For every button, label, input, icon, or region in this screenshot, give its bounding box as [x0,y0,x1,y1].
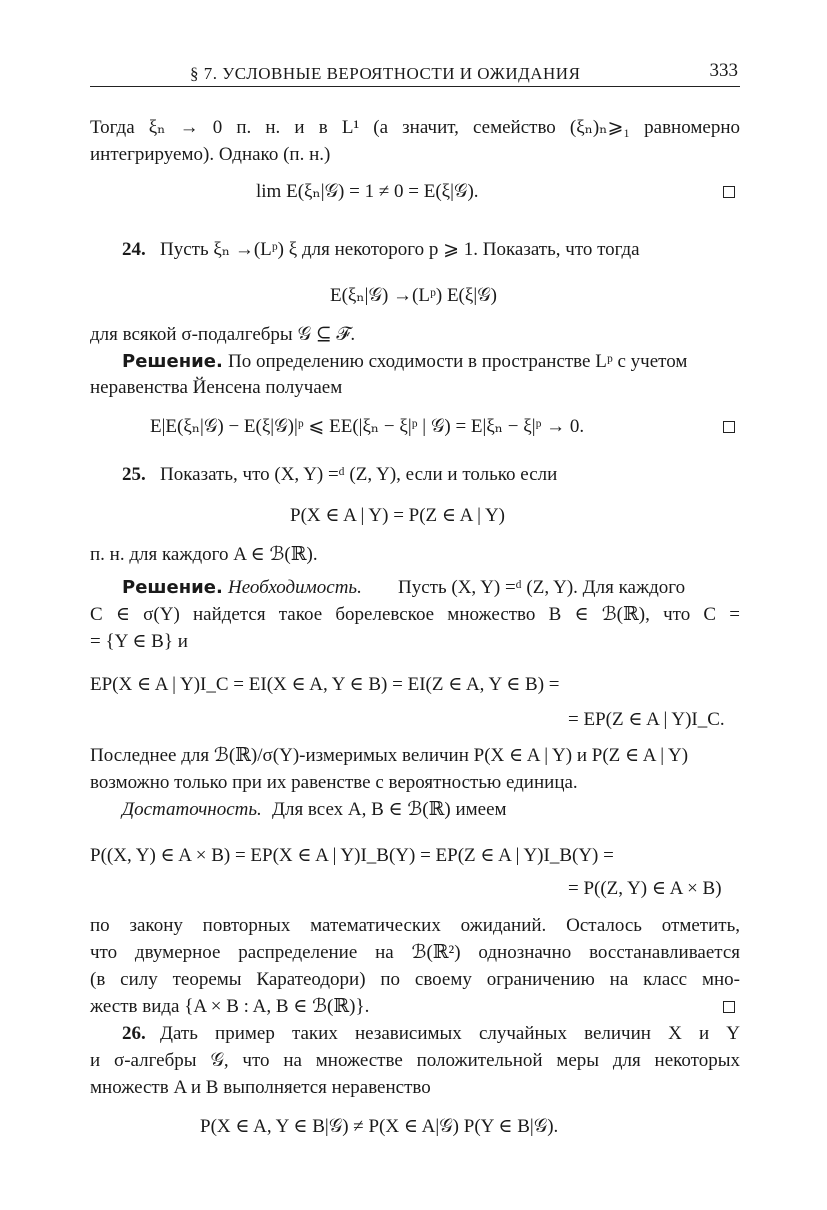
text-line: возможно только при их равенстве с вероятностью единица. [90,772,578,793]
problem-number: 26. [122,1023,146,1044]
formula-jensen: E|E(ξₙ|𝒢) − E(ξ|𝒢)|ᵖ ⩽ EE(|ξₙ − ξ|ᵖ | 𝒢) = E|ξₙ − ξ|ᵖ → 0. [150,416,585,437]
problem-statement: Показать, что (X, Y) =ᵈ (Z, Y), если и только если [160,464,558,485]
formula-limit: lim E(ξₙ|𝒢) = 1 ≠ 0 = E(ξ|𝒢). [256,181,479,202]
formula-expectation-line1: EP(X ∈ A | Y)I_C = EI(X ∈ A, Y ∈ B) = EI(Z ∈ A, Y ∈ B) = [90,674,560,695]
text-line: по закону повторных математических ожиданий. Осталось отметить, [90,915,740,936]
solution-label: Решение. [122,351,223,372]
text-line: жеств вида {A × B : A, B ∈ ℬ(ℝ)}. [90,996,370,1017]
text-line: что двумерное распределение на ℬ(ℝ²) однозначно восстанавливается [90,942,740,963]
formula-sufficiency-line1: P((X, Y) ∈ A × B) = EP(X ∈ A | Y)I_B(Y) = EP(Z ∈ A | Y)I_B(Y) = [90,845,614,866]
text-line: Пусть (X, Y) =ᵈ (Z, Y). Для каждого [398,577,686,598]
text-line: и σ-алгебры 𝒢, что на множестве положительной меры для некоторых [90,1050,740,1071]
qed-square-icon [723,1001,735,1013]
qed-square-icon [723,186,735,198]
text-line: Последнее для ℬ(ℝ)/σ(Y)-измеримых величин P(X ∈ A | Y) и P(Z ∈ A | Y) [90,745,689,766]
running-header [90,60,740,87]
text-line: Для всех A, B ∈ ℬ(ℝ) имеем [272,799,507,820]
text-line: По определению сходимости в пространстве Lᵖ с учетом [228,351,688,372]
solution-label: Решение. [122,577,223,598]
sufficiency-label: Достаточность. [122,799,262,820]
formula-independence: P(X ∈ A, Y ∈ B|𝒢) ≠ P(X ∈ A|𝒢) P(Y ∈ B|𝒢). [200,1116,559,1137]
problem-statement: Дать пример таких независимых случайных величин X и Y [160,1023,740,1044]
text-line: C ∈ σ(Y) найдется такое борелевское множество B ∈ ℬ(ℝ), что C = [90,604,740,625]
formula-convergence: E(ξₙ|𝒢) →(Lᵖ) E(ξ|𝒢) [330,285,498,306]
formula-sufficiency-line2: = P((Z, Y) ∈ A × B) [568,878,722,899]
text-line: п. н. для каждого A ∈ ℬ(ℝ). [90,544,318,565]
page-number: 333 [709,60,738,81]
formula-expectation-line2: = EP(Z ∈ A | Y)I_C. [568,709,725,730]
text-line: интегрируемо). Однако (п. н.) [90,144,331,165]
text-line: для всякой σ-подалгебры 𝒢 ⊆ ℱ. [90,324,356,345]
text-line: Тогда ξₙ → 0 п. н. и в L¹ (а значит, семейство (ξₙ)ₙ⩾₁ равномерно [90,117,740,138]
text-line: множеств A и B выполняется неравенство [90,1077,431,1098]
running-title: § 7. УСЛОВНЫЕ ВЕРОЯТНОСТИ И ОЖИДАНИЯ [190,64,581,83]
necessity-label: Необходимость. [228,577,362,598]
formula-conditional-probability: P(X ∈ A | Y) = P(Z ∈ A | Y) [290,505,506,526]
text-line: = {Y ∈ B} и [90,631,188,652]
qed-square-icon [723,421,735,433]
text-line: (в силу теоремы Каратеодори) по своему ограничению на класс мно- [90,969,740,990]
problem-number: 25. [122,464,146,485]
problem-number: 24. [122,239,146,260]
text-line: неравенства Йенсена получаем [90,377,343,398]
problem-statement: Пусть ξₙ →(Lᵖ) ξ для некоторого p ⩾ 1. Показать, что тогда [160,239,640,260]
